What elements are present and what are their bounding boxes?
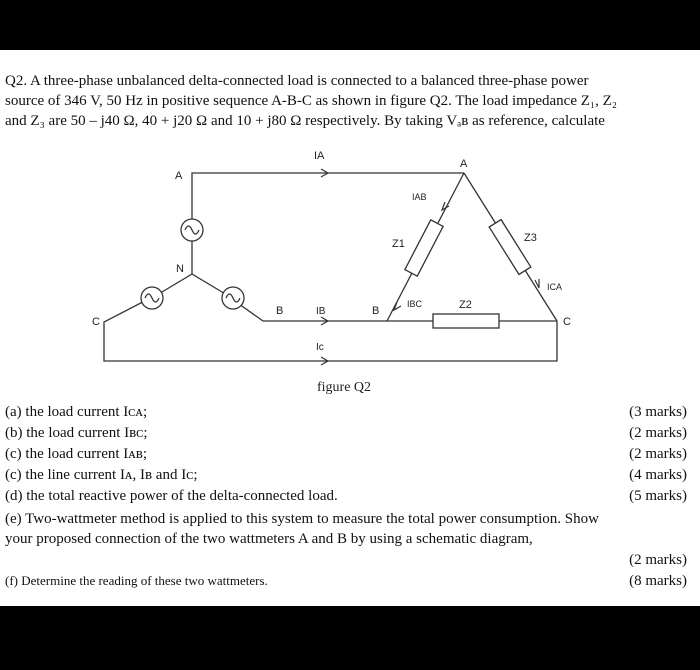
z1-resistor <box>405 220 443 276</box>
z3-resistor <box>489 220 531 275</box>
label-ia: IA <box>314 150 325 162</box>
part-e-marks: (2 marks) <box>629 552 687 568</box>
label-ib: IB <box>316 306 326 317</box>
label-z1: Z1 <box>392 238 405 250</box>
part-a-text: (a) the load current Iᴄᴀ; <box>5 404 148 420</box>
label-ica: ICA <box>547 282 563 292</box>
label-node-a-right: A <box>460 158 468 170</box>
question-line-3: and Z₃ are 50 – j40 Ω, 40 + j20 Ω and 10 + j80 Ω respectively. By taking Vₐʙ as reference, calculate <box>5 113 605 129</box>
label-ibc: IBC <box>407 299 423 309</box>
label-node-b-right: B <box>372 305 380 317</box>
label-z2: Z2 <box>459 299 472 311</box>
part-c-text: (c) the load current Iᴀʙ; <box>5 446 148 462</box>
source-c-icon <box>141 287 163 309</box>
question-sheet <box>0 50 700 606</box>
line-b-wire <box>222 292 387 321</box>
source-b-icon <box>222 287 244 309</box>
part-c2-text: (c) the line current Iᴀ, Iʙ and Iᴄ; <box>5 467 198 483</box>
part-c-marks: (2 marks) <box>629 446 687 462</box>
label-node-n: N <box>176 263 184 275</box>
label-ic: Ic <box>316 342 324 353</box>
label-node-a-left: A <box>175 170 183 182</box>
part-a-marks: (3 marks) <box>629 404 687 420</box>
source-a-icon <box>181 219 203 241</box>
part-b-marks: (2 marks) <box>629 425 687 441</box>
label-node-b-left: B <box>276 305 284 317</box>
part-f-marks: (8 marks) <box>629 573 687 589</box>
arrow-ibc-icon <box>394 302 401 310</box>
question-line-1: Q2. A three-phase unbalanced delta-connected load is connected to a balanced three-phase power <box>5 73 589 89</box>
part-b-text: (b) the load current Iʙᴄ; <box>5 425 148 441</box>
figure-caption: figure Q2 <box>317 380 372 395</box>
z2-resistor <box>433 314 499 328</box>
part-d-marks: (5 marks) <box>629 488 687 504</box>
part-c2-marks: (4 marks) <box>629 467 687 483</box>
label-node-c-right: C <box>563 316 571 328</box>
question-line-2: source of 346 V, 50 Hz in positive sequence A-B-C as shown in figure Q2. The load impedance Z₁, Z₂ <box>5 93 618 109</box>
circuit-figure <box>0 50 700 395</box>
part-e-text-1: (e) Two-wattmeter method is applied to this system to measure the total power consumption. Show <box>5 511 599 527</box>
part-e-text-2: your proposed connection of the two wattmeters A and B by using a schematic diagram, <box>5 531 533 547</box>
part-f-text: (f) Determine the reading of these two wattmeters. <box>5 573 268 588</box>
part-d-text: (d) the total reactive power of the delta-connected load. <box>5 488 338 504</box>
label-z3: Z3 <box>524 232 537 244</box>
label-node-c-left: C <box>92 316 100 328</box>
label-iab: IAB <box>412 192 427 202</box>
